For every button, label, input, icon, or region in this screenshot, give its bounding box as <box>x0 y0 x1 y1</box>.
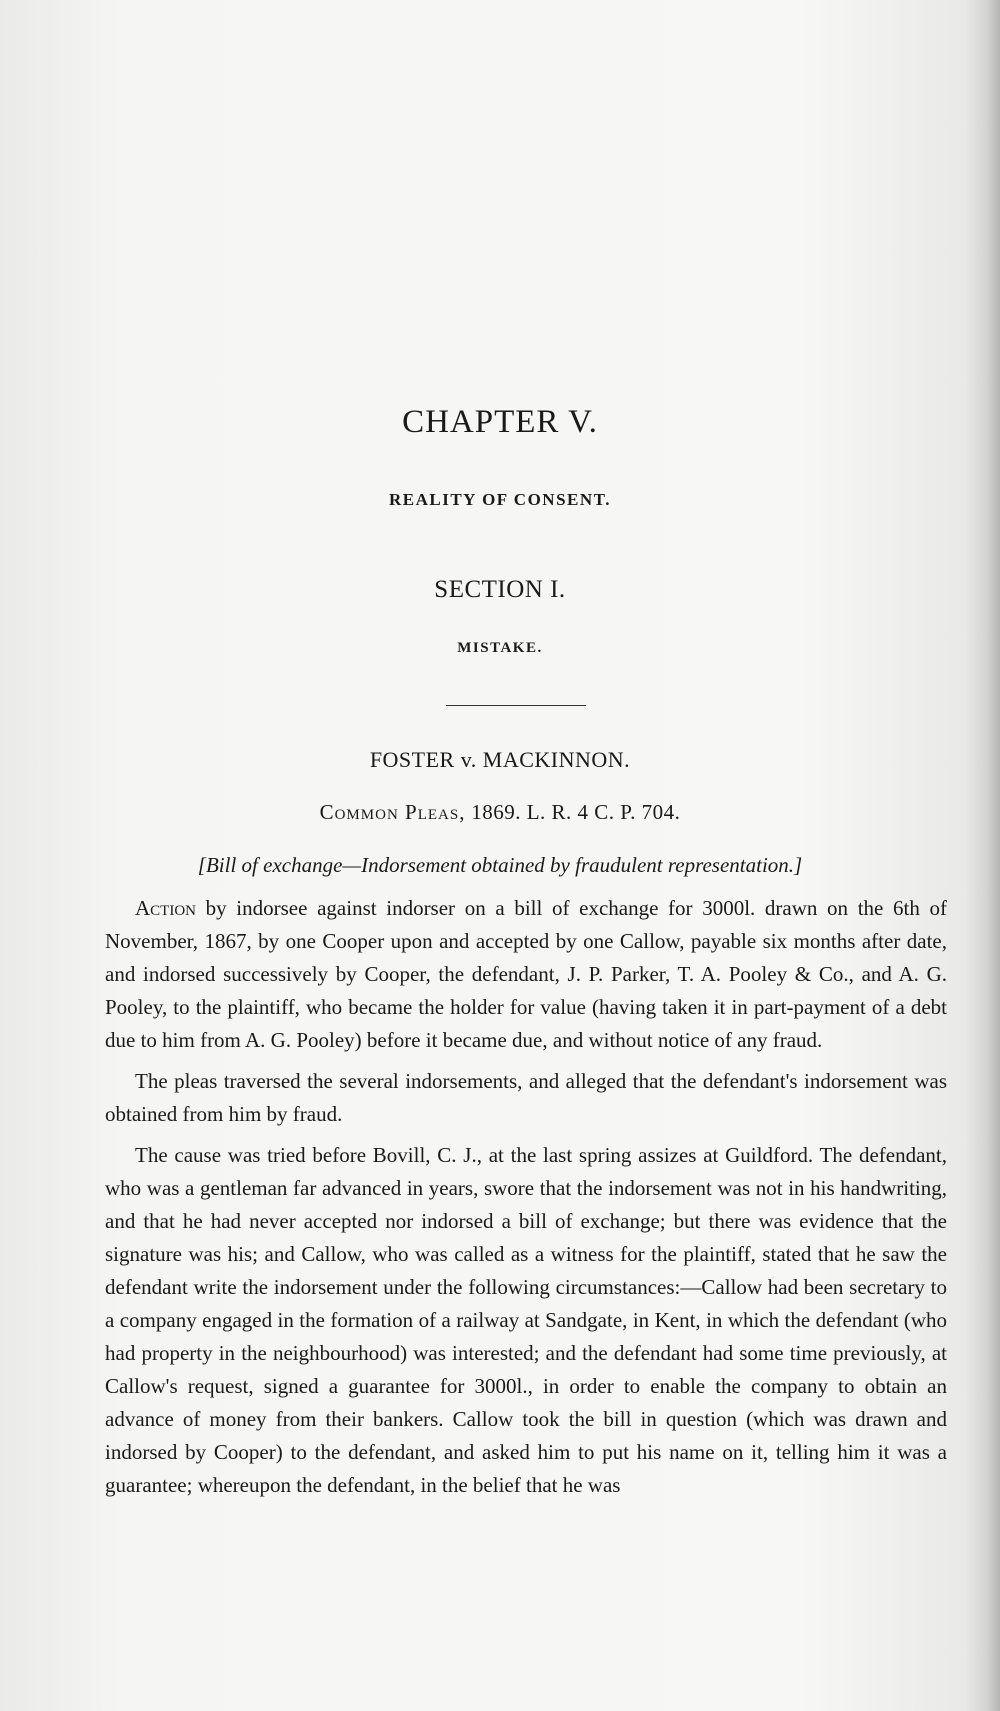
paragraph-text: by indorsee against indorser on a bill of exchange for 3000l. drawn on the 6th of November, 1867, by one Cooper upon and accepted by one Callow, payable six months after date, and indorsed successively by Cooper, the defendant, J. P. Parker, T. A. Pooley & Co., and A. G. Pooley, to the plaintiff, who became the holder for value (having taken it in part-payment of a debt due to him from A. G. Pooley) before it became due, and without notice of any fraud. <box>105 896 947 1052</box>
body-text <box>105 892 947 1510</box>
part-title: REALITY OF CONSENT. <box>389 490 611 509</box>
headnote: [Bill of exchange—Indorsement obtained by fraudulent representation.] <box>197 853 803 877</box>
paragraph-lead: Action <box>135 896 196 920</box>
paragraph-2 <box>105 1065 947 1131</box>
court-name: Common Pleas, <box>319 800 466 824</box>
citation: 1869. L. R. 4 C. P. 704. <box>471 800 681 824</box>
case-title: FOSTER v. MACKINNON. <box>369 747 631 772</box>
divider-rule <box>446 705 586 706</box>
paragraph-text: The pleas traversed the several indorsements, and alleged that the defendant's indorsement was obtained from him by fraud. <box>105 1069 947 1126</box>
section-heading: SECTION I. <box>434 576 566 603</box>
paragraph-3 <box>105 1139 947 1502</box>
section-title: MISTAKE. <box>457 640 543 656</box>
paragraph-1 <box>105 892 947 1057</box>
chapter-heading: CHAPTER V. <box>402 404 598 440</box>
paragraph-text: The cause was tried before Bovill, C. J., at the last spring assizes at Guildford. The defendant, who was a gentleman far advanced in years, swore that the indorsement was not in his handwriting, and that he had never accepted nor indorsed a bill of exchange; but there was evidence that the signature was his; and Callow, who was called as a witness for the plaintiff, stated that he saw the defendant write the indorsement under the following circumstances:—Callow had been secretary to a company engaged in the formation of a railway at Sandgate, in Kent, in which the defendant (who had property in the neighbourhood) was interested; and the defendant had some time previously, at Callow's request, signed a guarantee for 3000l., in order to enable the company to obtain an advance of money from their bankers. Callow took the bill in question (which was drawn and indorsed by Cooper) to the defendant, and asked him to put his name on it, telling him it was a guarantee; whereupon the defendant, in the belief that he was <box>105 1143 947 1497</box>
court-citation-line <box>0 800 1000 825</box>
